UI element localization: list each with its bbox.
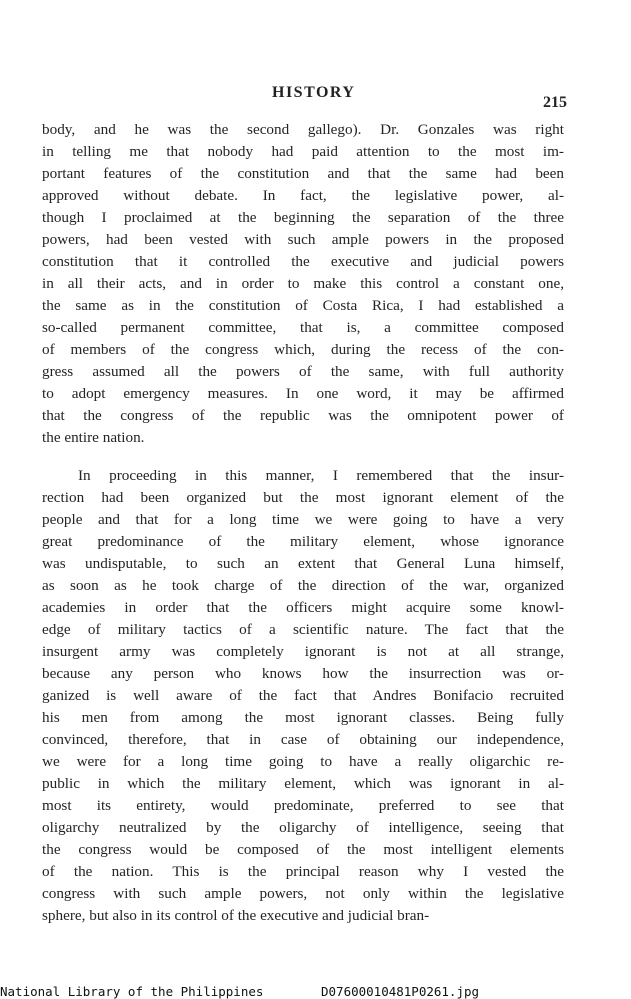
text-line: gress assumed all the powers of the same, with full authority	[42, 363, 564, 380]
scan-footer	[0, 984, 631, 999]
page-number: 215	[543, 94, 567, 111]
text-line: was undisputable, to such an extent that General Luna himself,	[42, 555, 564, 572]
text-line: the entire nation.	[42, 429, 145, 446]
running-head: HISTORY	[272, 84, 356, 101]
text-line: in telling me that nobody had paid attention to the most im-	[42, 143, 564, 160]
text-line: rection had been organized but the most ignorant element of the	[42, 489, 564, 506]
text-line: people and that for a long time we were going to have a very	[42, 511, 564, 528]
text-line: oligarchy neutralized by the oligarchy of intelligence, seeing that	[42, 819, 564, 836]
text-line: insurgent army was completely ignorant is not at all strange,	[42, 643, 564, 660]
text-line: portant features of the constitution and that the same had been	[42, 165, 564, 182]
page-header	[40, 84, 570, 111]
text-line: edge of military tactics of a scientific nature. The fact that the	[42, 621, 564, 638]
text-line: ganized is well aware of the fact that Andres Bonifacio recruited	[42, 687, 564, 704]
text-line: the same as in the constitution of Costa Rica, I had established a	[42, 297, 564, 314]
text-line: of members of the congress which, during the recess of the con-	[42, 341, 564, 358]
text-line: in all their acts, and in order to make this control a constant one,	[42, 275, 564, 292]
text-line: congress with such ample powers, not only within the legislative	[42, 885, 564, 902]
text-line: approved without debate. In fact, the legislative power, al-	[42, 187, 564, 204]
footer-source: National Library of the Philippines	[0, 984, 264, 999]
text-line: though I proclaimed at the beginning the separation of the three	[42, 209, 564, 226]
text-line: we were for a long time going to have a really oligarchic re-	[42, 753, 564, 770]
text-line: as soon as he took charge of the direction of the war, organized	[42, 577, 564, 594]
text-line: great predominance of the military element, whose ignorance	[42, 533, 564, 550]
text-line: powers, had been vested with such ample powers in the proposed	[42, 231, 564, 248]
text-line: of the nation. This is the principal reason why I vested the	[42, 863, 564, 880]
text-line: his men from among the most ignorant classes. Being fully	[42, 709, 564, 726]
text-line: the congress would be composed of the most intelligent elements	[42, 841, 564, 858]
text-line: body, and he was the second gallego). Dr. Gonzales was right	[42, 121, 564, 138]
paragraph-2	[42, 465, 564, 927]
text-line: public in which the military element, which was ignorant in al-	[42, 775, 564, 792]
paragraph-1	[42, 119, 564, 449]
text-line: academies in order that the officers might acquire some knowl-	[42, 599, 564, 616]
text-line: that the congress of the republic was the omnipotent power of	[42, 407, 564, 424]
footer-filename: D07600010481P0261.jpg	[321, 984, 480, 999]
body-text	[42, 119, 564, 927]
text-line: to adopt emergency measures. In one word, it may be affirmed	[42, 385, 564, 402]
text-line: most its entirety, would predominate, preferred to see that	[42, 797, 564, 814]
text-line: sphere, but also in its control of the executive and judicial bran-	[42, 907, 430, 924]
text-line: because any person who knows how the insurrection was or-	[42, 665, 564, 682]
text-line: In proceeding in this manner, I remembered that the insur-	[78, 467, 564, 484]
text-line: so-called permanent committee, that is, a committee composed	[42, 319, 564, 336]
text-line: convinced, therefore, that in case of obtaining our independence,	[42, 731, 564, 748]
text-line: constitution that it controlled the executive and judicial powers	[42, 253, 564, 270]
